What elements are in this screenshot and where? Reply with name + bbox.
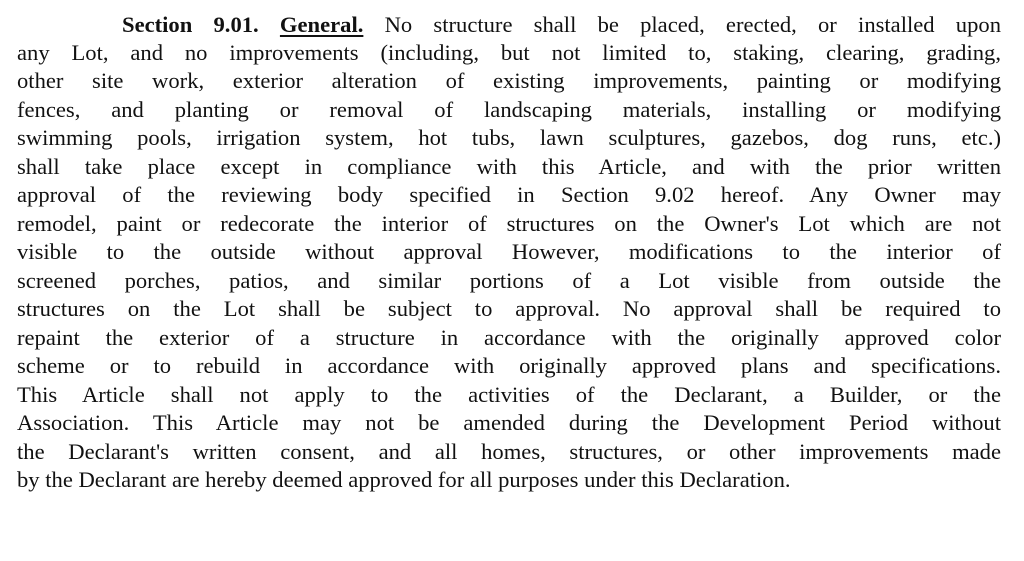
- paragraph-line-2: any Lot, and no improvements (including, but not limited to, staking, clearing, grading,: [17, 40, 1001, 65]
- paragraph-line-13: scheme or to rebuild in accordance with originally approved plans and specifications.: [17, 353, 1001, 378]
- paragraph-line-16: the Declarant's written consent, and all homes, structures, or other improvements made: [17, 439, 1001, 464]
- paragraph-line-3: other site work, exterior alteration of existing improvements, painting or modifying: [17, 68, 1001, 93]
- paragraph-line-5: swimming pools, irrigation system, hot tubs, lawn sculptures, gazebos, dog runs, etc.): [17, 125, 1001, 150]
- section-number: Section 9.01.: [122, 12, 259, 37]
- paragraph-line-14: This Article shall not apply to the activities of the Declarant, a Builder, or the: [17, 382, 1001, 407]
- paragraph-line-1: [122, 11, 1001, 39]
- paragraph-line-17: by the Declarant are hereby deemed approved for all purposes under this Declaration.: [17, 467, 791, 492]
- paragraph-line-11: structures on the Lot shall be subject to approval. No approval shall be required to: [17, 296, 1001, 321]
- paragraph-line-10: screened porches, patios, and similar portions of a Lot visible from outside the: [17, 268, 1001, 293]
- paragraph-line-15: Association. This Article may not be amended during the Development Period without: [17, 410, 1001, 435]
- paragraph-line-4: fences, and planting or removal of landscaping materials, installing or modifying: [17, 97, 1001, 122]
- line-text-1: No structure shall be placed, erected, or installed upon: [384, 12, 1001, 37]
- section-title: General.: [279, 12, 364, 37]
- paragraph-line-8: remodel, paint or redecorate the interior of structures on the Owner's Lot which are not: [17, 211, 1001, 236]
- paragraph-line-12: repaint the exterior of a structure in accordance with the originally approved color: [17, 325, 1001, 350]
- paragraph-line-6: shall take place except in compliance with this Article, and with the prior written: [17, 154, 1001, 179]
- paragraph-line-9: visible to the outside without approval However, modifications to the interior of: [17, 239, 1001, 264]
- paragraph-line-7: approval of the reviewing body specified in Section 9.02 hereof. Any Owner may: [17, 182, 1001, 207]
